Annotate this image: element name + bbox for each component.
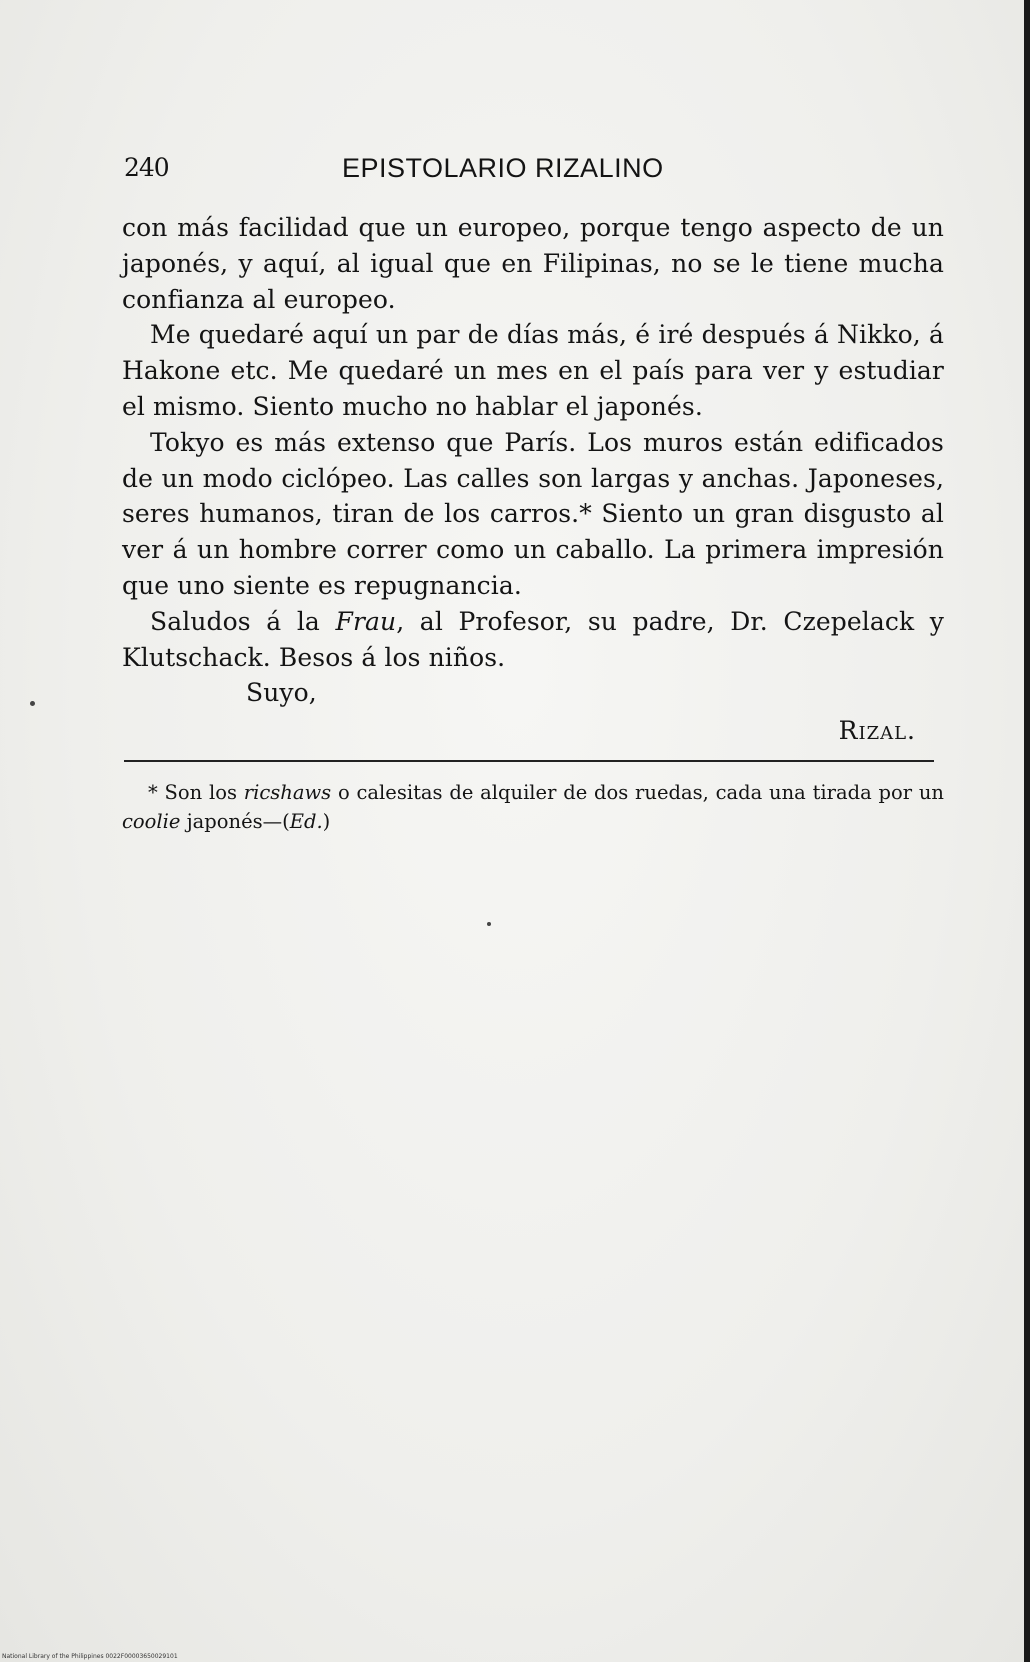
paragraph-1: con más facilidad que un europeo, porque tengo aspecto de un japonés, y aquí, al igual que en Filipinas, no se le tiene mucha confianza al europeo. — [122, 213, 944, 314]
paragraph-4 — [122, 604, 944, 676]
footnote-text-a: * Son los — [148, 781, 244, 804]
scan-speck — [487, 922, 491, 926]
footnote-text-c: japonés—( — [180, 810, 290, 833]
source-watermark: National Library of the Philippines 0022F00003650029101 — [2, 1653, 178, 1660]
footnote-rule — [124, 760, 934, 762]
letter-body — [122, 210, 944, 749]
footnote — [122, 778, 944, 836]
paragraph-3: Tokyo es más extenso que París. Los muros están edificados de un modo ciclópeo. Las calles son largas y anchas. Japoneses, seres humanos, tiran de los carros.* Siento un gran disgusto al ver á un hombre correr como un caballo. La primera impresión que uno siente es repugnancia. — [122, 427, 944, 600]
footnote-text-d: ) — [322, 810, 331, 833]
footnote-text-b: o calesitas de alquiler de dos ruedas, cada una tirada por un — [331, 781, 944, 804]
signature: Rizal. — [838, 716, 916, 746]
paragraph-4-text-b: , al Profesor, su padre, Dr. Czepelack y Klutschack. Besos á los niños. — [122, 606, 944, 672]
paragraph-4-italic: Frau — [335, 606, 397, 636]
footnote-italic-ricshaws: ricshaws — [243, 781, 332, 804]
page-header — [124, 153, 946, 193]
running-head: EPISTOLARIO RIZALINO — [342, 153, 664, 183]
footnote-italic-ed: Ed. — [289, 810, 323, 833]
page-number: 240 — [124, 153, 169, 182]
closing-salutation: Suyo, — [246, 678, 317, 708]
scan-speck — [30, 701, 35, 706]
paragraph-2: Me quedaré aquí un par de días más, é iré después á Nikko, á Hakone etc. Me quedaré un mes en el país para ver y estudiar el mismo. Siento mucho no hablar el japonés. — [122, 320, 944, 421]
paragraph-4-text-a: Saludos á la — [150, 606, 336, 636]
scan-edge — [1024, 0, 1030, 1662]
footnote-italic-coolie: coolie — [122, 810, 181, 833]
